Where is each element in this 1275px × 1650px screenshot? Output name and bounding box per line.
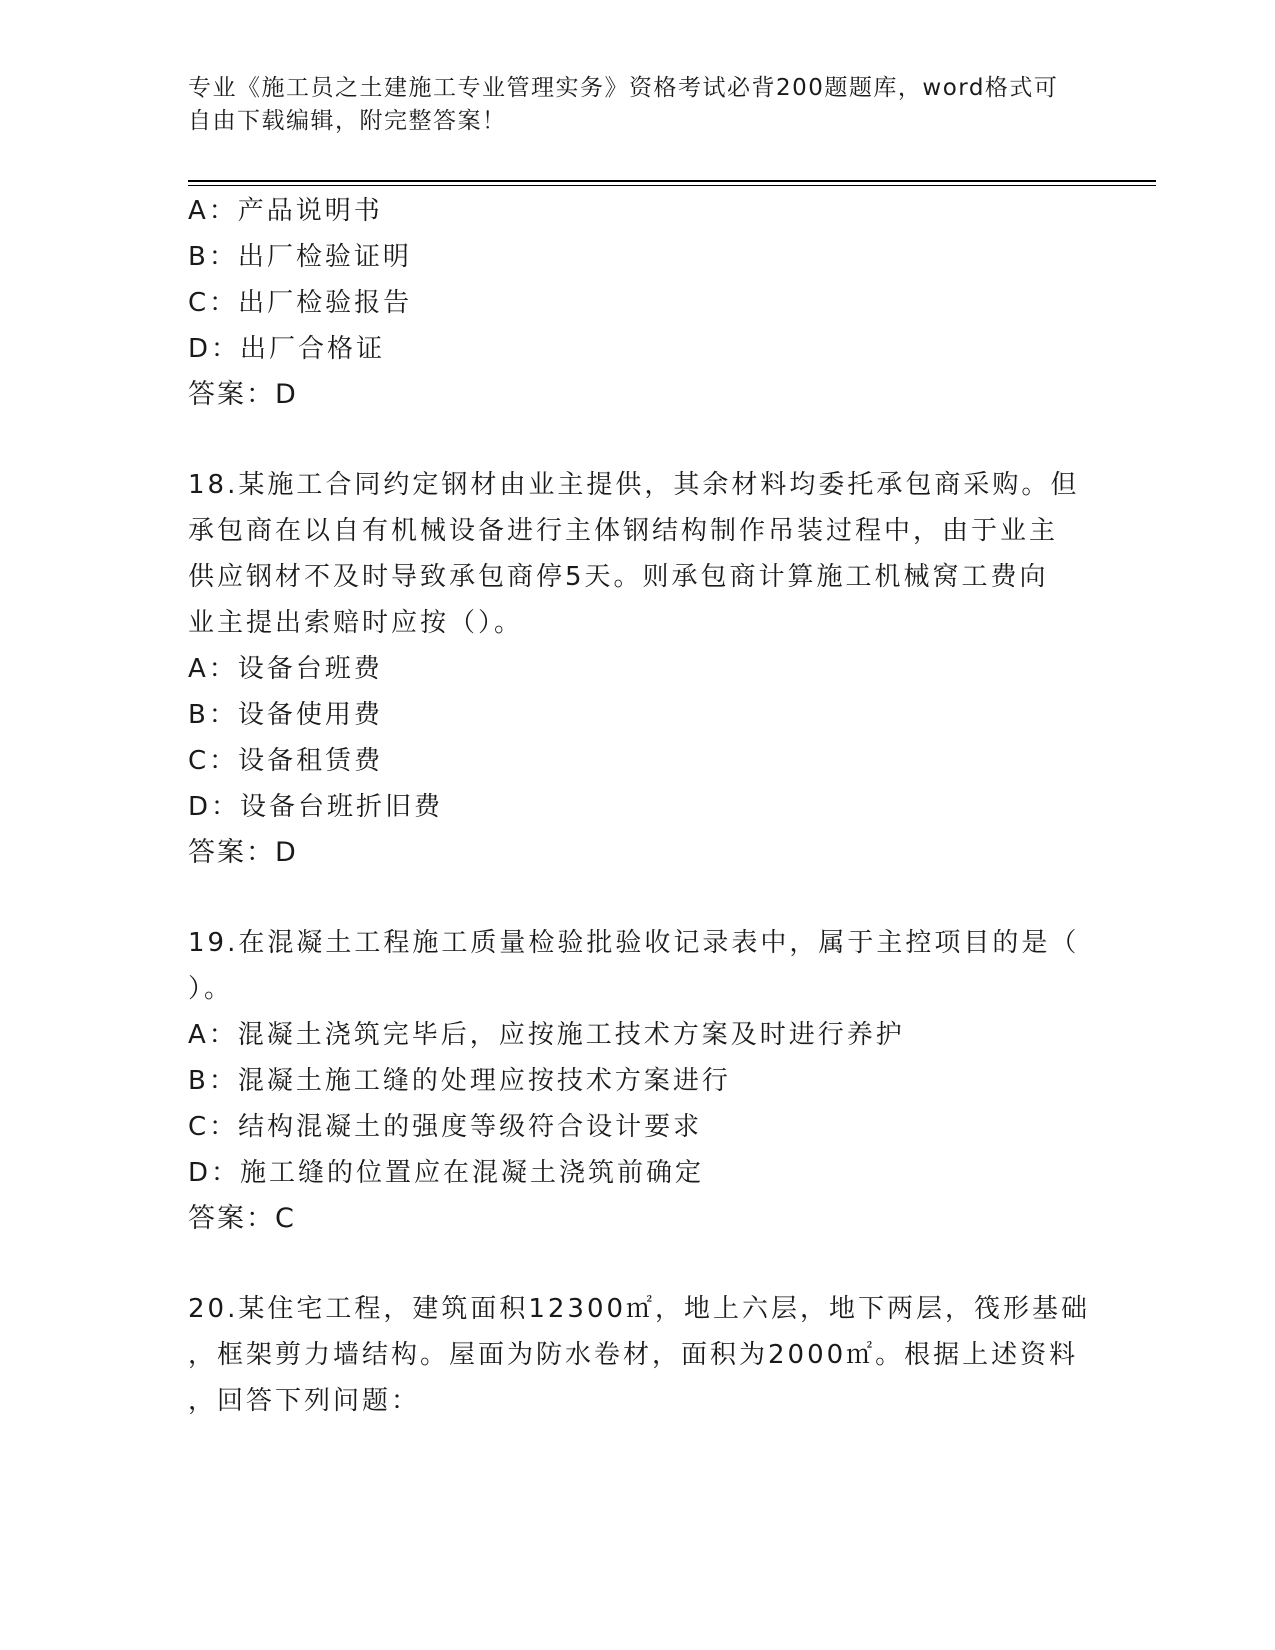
question-17 bbox=[188, 188, 1088, 418]
question-text-line: 业主提出索赔时应按（）。 bbox=[188, 608, 524, 638]
option-b: B：设备使用费 bbox=[188, 700, 383, 730]
header-line-2: 自由下载编辑，附完整答案！ bbox=[188, 108, 507, 134]
question-text-line: 20.某住宅工程，建筑面积12300㎡，地上六层，地下两层，筏形基础 bbox=[188, 1294, 1091, 1324]
question-text-line: 18.某施工合同约定钢材由业主提供，其余材料均委托承包商采购。但 bbox=[188, 470, 1080, 500]
answer: 答案：C bbox=[188, 1203, 296, 1234]
option-a: A：混凝土浇筑完毕后，应按施工技术方案及时进行养护 bbox=[188, 1020, 905, 1050]
question-content bbox=[188, 188, 1091, 1424]
answer: 答案：D bbox=[188, 837, 298, 868]
option-d: D：施工缝的位置应在混凝土浇筑前确定 bbox=[188, 1158, 705, 1188]
question-text-line: 供应钢材不及时导致承包商停5天。则承包商计算施工机械窝工费向 bbox=[188, 562, 1049, 592]
header-line-1: 专业《施工员之土建施工专业管理实务》资格考试必背200题题库，word格式可 bbox=[188, 75, 1059, 101]
header-rule-thick bbox=[188, 180, 1156, 182]
question-text-line: 承包商在以自有机械设备进行主体钢结构制作吊装过程中，由于业主 bbox=[188, 516, 1059, 546]
question-text-line: 19.在混凝土工程施工质量检验批验收记录表中，属于主控项目的是（ bbox=[188, 928, 1080, 958]
header-rule-thin bbox=[188, 185, 1156, 186]
question-18 bbox=[188, 462, 1088, 876]
option-c: C：设备租赁费 bbox=[188, 746, 384, 776]
option-b: B：混凝土施工缝的处理应按技术方案进行 bbox=[188, 1066, 731, 1096]
option-c: C：出厂检验报告 bbox=[188, 288, 413, 318]
option-b: B：出厂检验证明 bbox=[188, 242, 412, 272]
option-d: D：出厂合格证 bbox=[188, 334, 386, 364]
question-text-line: ）。 bbox=[188, 974, 234, 1004]
option-a: A：产品说明书 bbox=[188, 196, 383, 226]
question-20 bbox=[188, 1286, 1091, 1424]
question-text-line: ，回答下列问题： bbox=[188, 1386, 421, 1416]
document-header bbox=[188, 72, 1088, 138]
option-d: D：设备台班折旧费 bbox=[188, 792, 444, 822]
question-19 bbox=[188, 920, 1088, 1242]
answer: 答案：D bbox=[188, 379, 298, 410]
option-a: A：设备台班费 bbox=[188, 654, 383, 684]
question-text-line: ，框架剪力墙结构。屋面为防水卷材，面积为2000㎡。根据上述资料 bbox=[188, 1340, 1079, 1370]
option-c: C：结构混凝土的强度等级符合设计要求 bbox=[188, 1112, 703, 1142]
